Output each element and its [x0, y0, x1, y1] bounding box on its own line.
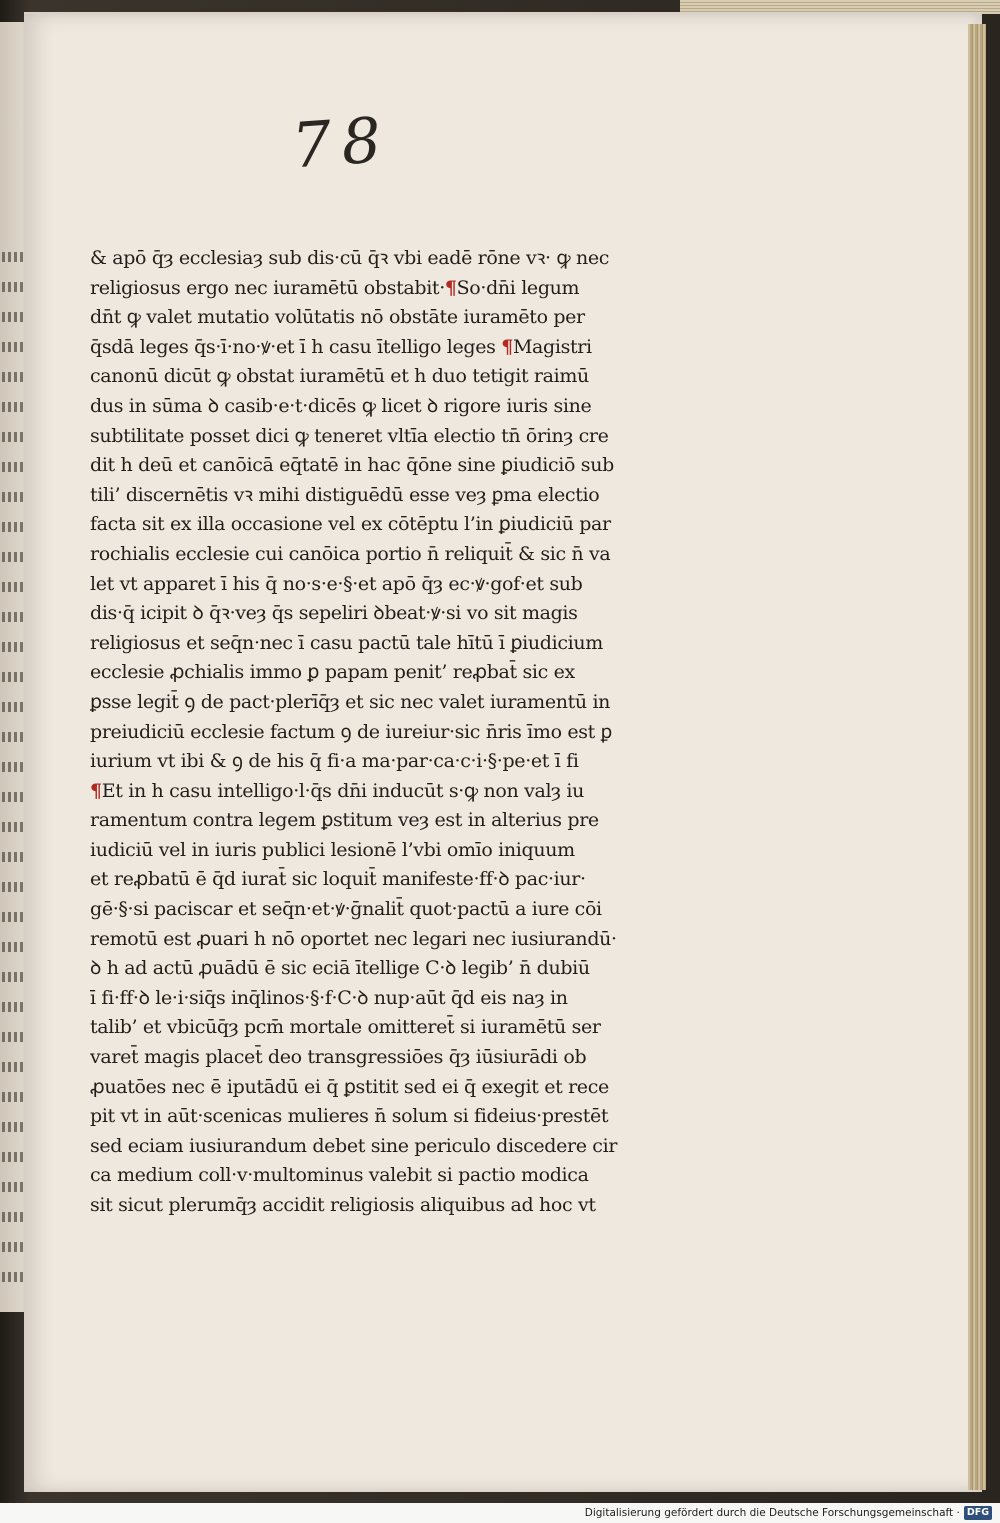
line-text: ꝓuatōes nec ē iputādū ei q̄ ꝑstitit sed ei q̄ exegit et rece	[90, 1075, 609, 1098]
line-text: iurium vt ibi & ꝯ de his q̄ fi·a ma·par·ca·c·i·§·pe·et ī fi	[90, 750, 579, 773]
text-line	[90, 865, 690, 895]
footer-bar	[0, 1503, 1000, 1523]
line-text: facta sit ex illa occasione vel ex cōtēptu l’in ꝑiudiciū par	[90, 513, 611, 536]
rubric-pilcrow: ¶	[90, 779, 102, 802]
line-text: religiosus ergo nec iuramētū obstabit·	[90, 276, 445, 299]
text-line	[90, 1013, 690, 1043]
line-text: religiosus et seq̄n·nec ī casu pactū tale hītū ī ꝑiudicium	[90, 631, 603, 654]
line-text: dit h deū et canōicā eq̄tatē in hac q̄ōne sine ꝑiudiciō sub	[90, 454, 614, 477]
text-line	[90, 718, 690, 748]
line-text-continued: So·dn̄i legum	[456, 276, 580, 299]
line-text: remotū est ꝓuari h nō oportet nec legari nec iusiurandū·	[90, 927, 617, 950]
line-text: et reꝓbatū ē q̄d iurat̄ sic loquit̄ manifeste·ff·ꝺ pac·iur·	[90, 868, 586, 891]
text-line	[90, 629, 690, 659]
line-text: let vt apparet ī his q̄ no·s·e·§·et apō q̄ȝ ec·ꝟ·gof·et sub	[90, 572, 583, 595]
line-text: varet̄ magis placet̄ deo transgressiōes q̄ȝ iūsiurādi ob	[90, 1046, 587, 1069]
text-line	[90, 925, 690, 955]
text-line	[90, 303, 690, 333]
line-text: sit sicut plerumq̄ȝ accidit religiosis aliquibus ad hoc vt	[90, 1194, 596, 1216]
text-line	[90, 658, 690, 688]
text-line	[90, 1102, 690, 1132]
text-line	[90, 392, 690, 422]
line-text: tili’ discernētis vꝛ mihi distiguēdū esse veȝ ꝑma electio	[90, 483, 600, 506]
line-text: dus in sūma ꝺ casib·e·t·dicēs ꝙ licet ꝺ rigore iuris sine	[90, 394, 592, 417]
line-text: ca medium coll·v·multominus valebit si pactio modica	[90, 1164, 589, 1187]
text-line	[90, 1043, 690, 1073]
text-line	[90, 451, 690, 481]
line-text: subtilitate posset dici ꝙ teneret vltīa electio tn̄ ōrinȝ cre	[90, 424, 609, 447]
text-line	[90, 540, 690, 570]
text-line	[90, 836, 690, 866]
line-text: & apō q̄ȝ ecclesiaȝ sub dis·cū q̄ꝛ vbi eadē rōne vꝛ· ꝙ nec	[90, 247, 610, 269]
text-line	[90, 481, 690, 511]
line-text: ꝑsse legit̄ ꝯ de pact·plerīq̄ȝ et sic nec valet iuramentū in	[90, 690, 611, 713]
line-text-continued: Magistri	[512, 335, 592, 358]
text-line	[90, 510, 690, 540]
line-text: dis·q̄ icipit ꝺ q̄ꝛ·veȝ q̄s sepeliri ꝺbeat·ꝟ·si vo sit magis	[90, 602, 578, 625]
line-text: pit vt in aūt·scenicas mulieres n̄ solum si fideius·prestēt	[90, 1105, 609, 1128]
text-line	[90, 688, 690, 718]
line-text: iudiciū vel in iuris publici lesionē l’vbi omīo iniquum	[90, 838, 575, 861]
text-line	[90, 1132, 690, 1162]
text-line	[90, 333, 690, 363]
text-line	[90, 747, 690, 777]
line-text: ecclesie ꝓchialis immo ꝑ papam penit’ reꝓbat̄ sic ex	[90, 661, 575, 684]
dfg-logo: DFG	[964, 1506, 992, 1520]
line-text: ī fi·ff·ꝺ le·i·siq̄s inq̄linos·§·f·C·ꝺ nup·aūt q̄d eis naȝ in	[90, 986, 568, 1009]
line-text: talib’ et vbicūq̄ȝ pcm̄ mortale omitteret̄ si iuramētū ser	[90, 1016, 601, 1039]
folio-number: 78	[289, 102, 394, 183]
rubric-pilcrow: ¶	[501, 335, 513, 358]
line-text: rochialis ecclesie cui canōica portio n̄ reliquit̄ & sic n̄ va	[90, 542, 611, 565]
line-text: canonū dicūt ꝙ obstat iuramētū et h duo tetigit raimū	[90, 365, 589, 388]
text-line	[90, 570, 690, 600]
text-line	[90, 777, 690, 807]
line-text: ꝺ h ad actū ꝓuādū ē sic eciā ītellige C·ꝺ legib’ n̄ dubiū	[90, 957, 590, 980]
line-text: gē·§·si paciscar et seq̄n·et·ꝟ·ḡnalit̄ quot·pactū a iure cōi	[90, 898, 602, 921]
funding-note: Digitalisierung gefördert durch die Deutsche Forschungsgemeinschaft ·	[584, 1507, 960, 1519]
text-line	[90, 895, 690, 925]
rubric-pilcrow: ¶	[444, 276, 457, 299]
text-line	[90, 422, 690, 452]
line-text: sed eciam iusiurandum debet sine periculo discedere cir	[90, 1134, 618, 1157]
line-text: ramentum contra legem ꝑstitum veȝ est in alterius pre	[90, 809, 599, 832]
text-line	[90, 806, 690, 836]
text-line	[90, 1073, 690, 1103]
manuscript-page	[24, 12, 982, 1492]
text-line	[90, 1161, 690, 1191]
text-line	[90, 362, 690, 392]
text-line	[90, 954, 690, 984]
text-line	[90, 599, 690, 629]
line-text: preiudiciū ecclesie factum ꝯ de iureiur·sic n̄ris īmo est ꝑ	[90, 720, 612, 743]
page-fore-edge	[968, 24, 986, 1490]
text-line	[90, 244, 690, 274]
line-text: q̄sdā leges q̄s·ī·no·ꝟ·et ī h casu ītelligo leges	[90, 335, 502, 358]
text-line	[90, 984, 690, 1014]
text-line	[90, 274, 690, 304]
text-block	[90, 244, 690, 1221]
line-text-continued: Et in h casu intelligo·l·q̄s dn̄i inducūt s·ꝙ non valȝ iu	[101, 779, 585, 802]
line-text: dn̄t ꝙ valet mutatio volūtatis nō obstāte iuramēto per	[90, 306, 585, 329]
text-line	[90, 1191, 690, 1221]
